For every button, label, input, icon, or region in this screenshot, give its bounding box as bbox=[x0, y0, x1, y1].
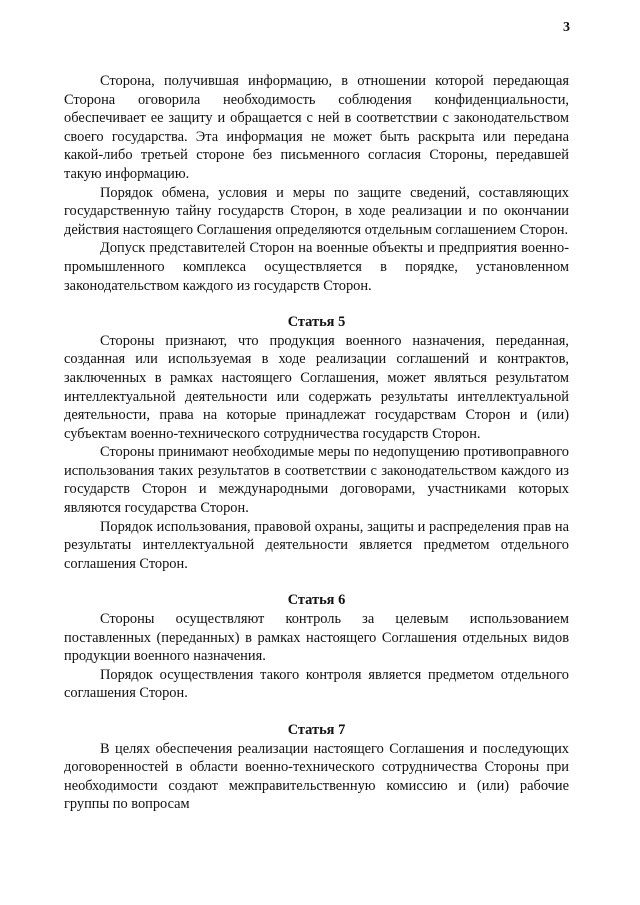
article-7 bbox=[64, 721, 569, 814]
paragraph: Стороны осуществляют контроль за целевым использованием поставленных (переданных) в рамках настоящего Соглашения отдельных видов продукции военного назначения. bbox=[64, 611, 569, 665]
paragraph: Стороны признают, что продукция военного назначения, переданная, созданная или используемая в ходе реализации соглашений и контрактов, заключенных в рамках настоящего Соглашения, может являться результатом интеллектуальной деятельности или содержать результаты интеллектуальной деятельности, права на которые принадлежат государствам Сторон и (или) субъектам военно-технического сотрудничества государств Сторон. bbox=[64, 332, 569, 442]
paragraph: Сторона, получившая информацию, в отношении которой передающая Сторона оговорила необходимость соблюдения конфиденциальности, обеспечивает ее защиту и обращается с ней в соответствии с законодательством своего государства. Эта информация не может быть раскрыта или передана какой-либо третьей стороне без письменного согласия Стороны, передавшей такую информацию. bbox=[64, 73, 569, 182]
article-heading: Статья 7 bbox=[287, 722, 346, 738]
paragraph: Порядок обмена, условия и меры по защите сведений, составляющих государственную тайну государств Сторон, в ходе реализации и по окончании действия настоящего Соглашения определяются отдельным соглашением Сторон. bbox=[64, 184, 569, 238]
paragraph: Порядок осуществления такого контроля является предметом отдельного соглашения Сторон. bbox=[64, 666, 569, 702]
paragraph: Порядок использования, правовой охраны, защиты и распределения прав на результаты интеллектуальной деятельности является предметом отдельного соглашения Сторон. bbox=[64, 518, 569, 572]
page-number: 3 bbox=[563, 20, 570, 35]
section-continuation bbox=[64, 72, 569, 295]
article-heading: Статья 6 bbox=[287, 592, 346, 609]
article-5 bbox=[64, 313, 569, 573]
document-body bbox=[64, 72, 569, 814]
paragraph: Допуск представителей Сторон на военные объекты и предприятия военно-промышленного комплекса осуществляется в порядке, установленном законодательством каждого из государств Сторон. bbox=[64, 240, 569, 294]
paragraph: В целях обеспечения реализации настоящего Соглашения и последующих договоренностей в области военно-технического сотрудничества Стороны при необходимости создают межправительственную комиссию и (или) рабочие группы по вопросам bbox=[64, 740, 569, 813]
paragraph: Стороны принимают необходимые меры по недопущению противоправного использования таких результатов в соответствии с законодательством каждого из государств Сторон и международными договорами, участниками которых являются государства Сторон. bbox=[64, 444, 569, 517]
article-6 bbox=[64, 591, 569, 703]
article-heading: Статья 5 bbox=[287, 314, 346, 331]
